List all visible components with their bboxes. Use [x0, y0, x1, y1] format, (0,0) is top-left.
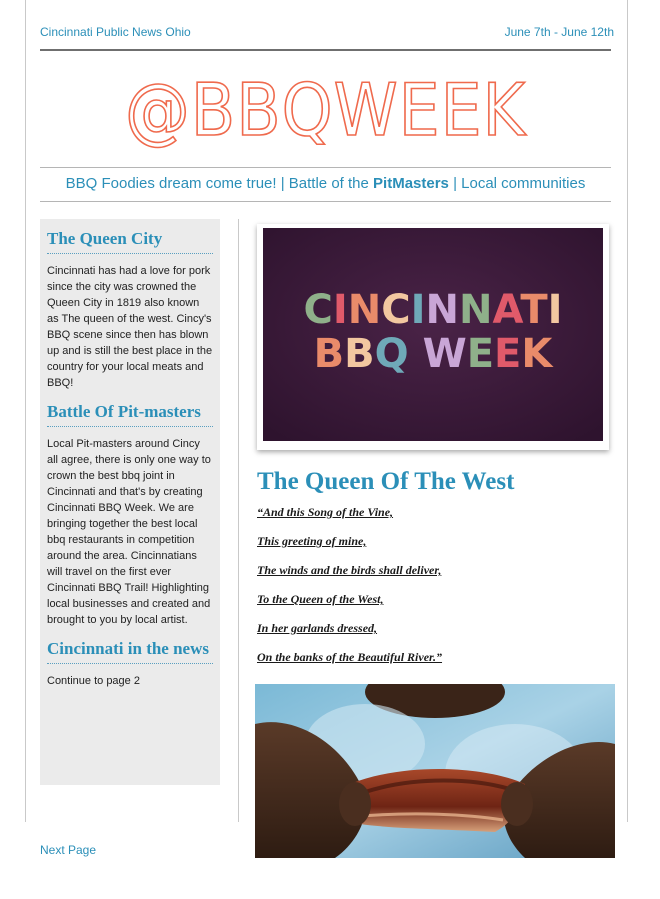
ribs-photo — [255, 684, 615, 858]
poster-letter — [409, 331, 423, 377]
poem — [257, 504, 617, 678]
poem-line: To the Queen of the West, — [257, 592, 384, 606]
sidebar — [40, 219, 220, 785]
poem-line: In her garlands dressed, — [257, 621, 378, 635]
tagline-part2: | Local communities — [448, 175, 586, 192]
poster-graphic — [263, 228, 603, 441]
poster-letter: B — [313, 331, 345, 377]
poster-letter: E — [466, 331, 495, 377]
tagline-part1: BBQ Foodies dream come true! | Battle of the — [65, 175, 374, 192]
bbq-week-poster — [263, 228, 603, 441]
poster-letter: K — [521, 331, 553, 377]
next-page-link[interactable]: Next Page — [40, 843, 97, 857]
sidebar-heading-pitmasters: Battle Of Pit-masters — [47, 402, 201, 421]
poster-letter: A — [492, 287, 521, 333]
poem-line: “And this Song of the Vine, — [257, 505, 394, 519]
column-divider — [238, 219, 239, 822]
poster-letter: W — [422, 331, 467, 377]
poster-letter: I — [547, 287, 563, 333]
masthead-title — [40, 62, 611, 158]
poster-letter: T — [520, 287, 548, 333]
sidebar-text-pitmasters: Local Pit-masters around Cincy all agree, there is only one way to crown the best bbq joint in Cincinnati and that's by creating Cincinnati BBQ Week. We are bringing together the best local bbq restaurants in competition around the area. Cincinnatians will travel on the first ever Cincinnati BBQ Trail! Highlighting local businesses and created and brought to you by local artist. — [47, 438, 211, 626]
poster-letter: I — [410, 287, 426, 333]
poster-letter: C — [303, 287, 333, 333]
sidebar-link-continue[interactable]: Continue to page 2 — [47, 675, 140, 687]
publication-name: Cincinnati Public News Ohio — [40, 25, 191, 39]
issue-dates: June 7th - June 12th — [504, 25, 614, 39]
poster-letter: I — [332, 287, 348, 333]
poem-line: On the banks of the Beautiful River.” — [257, 650, 443, 664]
poem-line: The winds and the birds shall deliver, — [257, 563, 442, 577]
sidebar-text-queen-city: Cincinnati has had a love for pork since the city was crowned the Queen City in 1819 also known as The queen of the west. Cincy's BBQ scene since then has blown up and is still the best place in the country for your local meats and BBQ! — [47, 265, 213, 389]
tagline-bold: PitMasters — [373, 175, 449, 192]
sidebar-heading-news: Cincinnati in the news — [47, 639, 209, 658]
poster-letter: N — [425, 287, 459, 333]
poster-letter: B — [344, 331, 375, 377]
poster-letter: N — [347, 287, 382, 333]
sidebar-separator — [47, 663, 213, 664]
poster-letter: E — [494, 331, 522, 377]
sidebar-separator — [47, 426, 213, 427]
tagline-divider-bottom — [40, 201, 611, 202]
poster-letter: C — [381, 287, 411, 333]
poster-line-1 — [304, 287, 563, 333]
article-title: The Queen Of The West — [257, 468, 515, 495]
poster-letter: Q — [374, 331, 409, 377]
sidebar-separator — [47, 253, 213, 254]
tagline — [40, 175, 611, 192]
masthead-text: @BBQWEEK — [124, 68, 526, 152]
page-border-right — [627, 0, 628, 822]
poster-line-2 — [314, 331, 555, 377]
ribs-photo-illustration — [255, 684, 615, 858]
tagline-divider-top — [40, 167, 611, 168]
sidebar-heading-queen-city: The Queen City — [47, 229, 163, 248]
header-divider — [40, 49, 611, 51]
poem-line: This greeting of mine, — [257, 534, 367, 548]
page-border-left — [25, 0, 26, 822]
poster-letter: N — [458, 287, 493, 333]
